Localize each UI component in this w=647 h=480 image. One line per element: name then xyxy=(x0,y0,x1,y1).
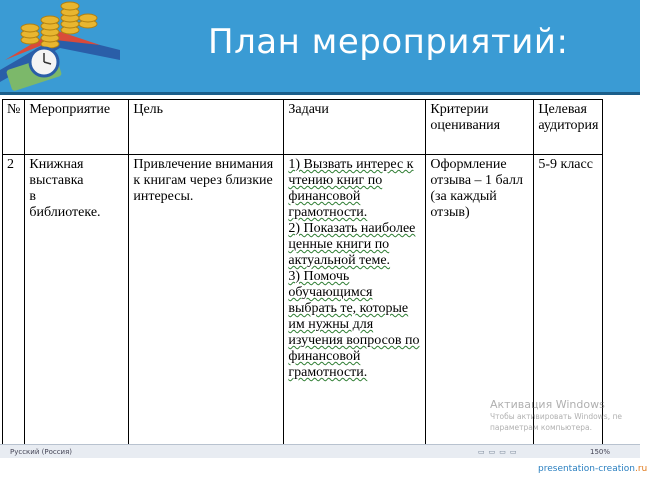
site-brand-link[interactable] xyxy=(538,464,647,474)
header-number: № xyxy=(3,100,25,155)
task-item: 3) Помочь обучающимся выбрать те, которые им нужны для изучения вопросов по финансовой грамотности. xyxy=(288,269,420,380)
windows-activation-watermark xyxy=(490,398,640,433)
zoom-level[interactable]: 150% xyxy=(590,448,611,456)
slide-header xyxy=(0,0,640,92)
language-indicator[interactable]: Русский (Россия) xyxy=(10,448,73,456)
watermark-title: Активация Windows xyxy=(490,398,605,411)
brand-name: presentation-creation xyxy=(538,464,635,474)
cell-goal: Привлечение внимания к книгам через близкие интересы. xyxy=(129,155,284,460)
view-mode-icons[interactable]: ▭▭▭▭ xyxy=(478,448,521,456)
header-criteria: Критерии оценивания xyxy=(426,100,534,155)
cell-criteria: Оформление отзыва – 1 балл (за каждый отзыв) xyxy=(426,155,534,460)
slide-title: План мероприятий: xyxy=(208,22,569,62)
event-line: Книжная xyxy=(29,157,84,172)
event-line: библиотеке. xyxy=(29,205,101,220)
cell-tasks xyxy=(284,155,426,460)
task-item: 1) Вызвать интерес к чтению книг по финансовой грамотности. xyxy=(288,157,414,220)
header-tasks: Задачи xyxy=(284,100,426,155)
cell-audience: 5-9 класс xyxy=(534,155,603,460)
watermark-line: Чтобы активировать Windows, пе xyxy=(490,412,622,421)
task-item: 2) Показать наиболее ценные книги по актуальной теме. xyxy=(288,221,416,268)
header-goal: Цель xyxy=(129,100,284,155)
slide-footer xyxy=(0,458,647,480)
header-event: Мероприятие xyxy=(25,100,129,155)
table-header-row xyxy=(3,100,603,155)
document-page xyxy=(0,92,640,447)
watermark-line: параметрам компьютера. xyxy=(490,423,593,432)
money-clock-decoration-icon xyxy=(0,0,120,92)
brand-tld: .ru xyxy=(634,464,647,474)
header-audience: Целевая аудитория xyxy=(534,100,603,155)
cell-event xyxy=(25,155,129,460)
status-bar xyxy=(0,444,640,459)
cell-number: 2 xyxy=(3,155,25,460)
event-line: выставка в xyxy=(29,173,84,204)
